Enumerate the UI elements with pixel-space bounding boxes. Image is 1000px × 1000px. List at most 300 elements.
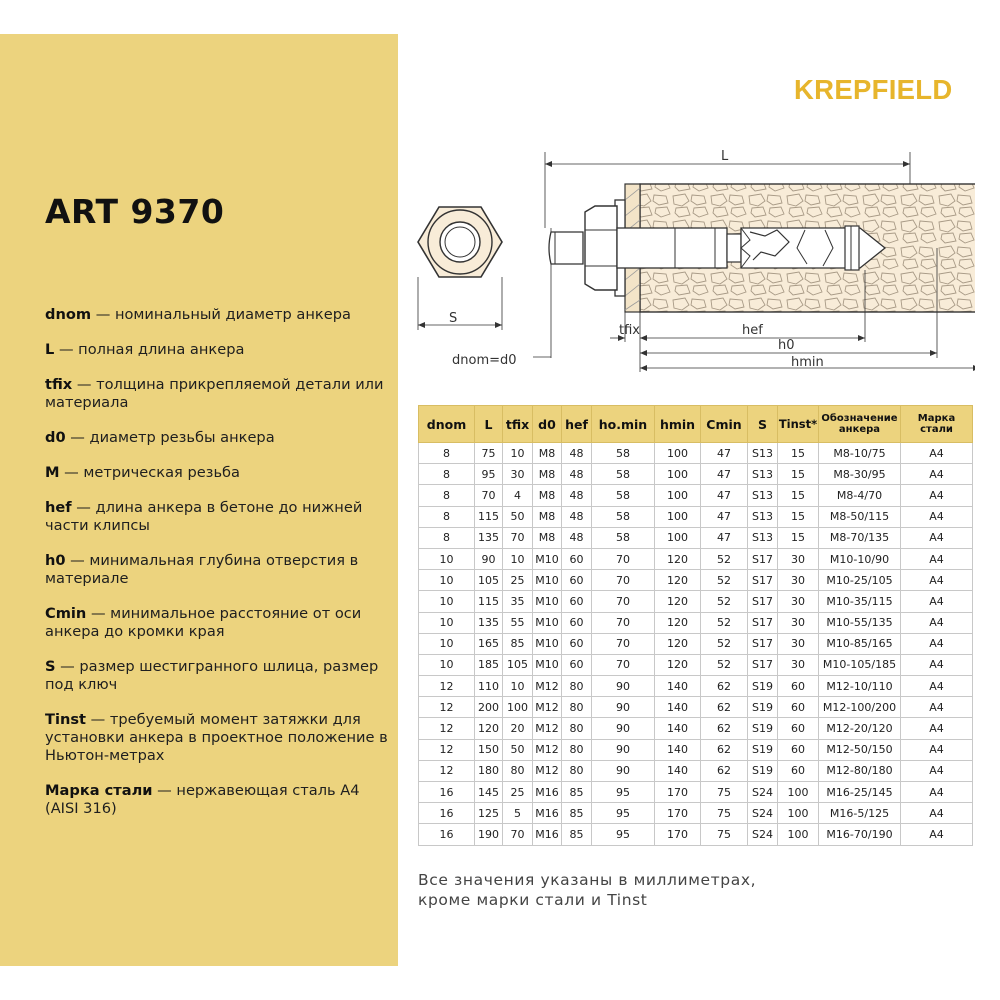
table-cell: 170 [655, 824, 701, 845]
table-cell: S17 [748, 591, 778, 612]
table-cell: 140 [655, 760, 701, 781]
table-cell: A4 [901, 676, 973, 697]
table-row [419, 803, 973, 824]
table-cell: M16 [533, 782, 562, 803]
table-cell: 70 [592, 548, 655, 569]
table-cell: 140 [655, 697, 701, 718]
table-cell: 75 [475, 443, 503, 464]
legend-description: — минимальная глубина отверстия в материале [45, 552, 359, 587]
table-cell: M10 [533, 654, 562, 675]
table-cell: 70 [592, 612, 655, 633]
table-row [419, 824, 973, 845]
table-cell: M10 [533, 591, 562, 612]
table-cell: S13 [748, 443, 778, 464]
table-cell: 10 [419, 633, 475, 654]
legend-description: — номинальный диаметр анкера [91, 306, 351, 323]
table-cell: M12 [533, 676, 562, 697]
table-cell: 165 [475, 633, 503, 654]
table-cell: 48 [562, 485, 592, 506]
table-cell: 30 [503, 464, 533, 485]
table-cell: 185 [475, 654, 503, 675]
table-cell: M10-105/185 [819, 654, 901, 675]
anchor-diagram [405, 140, 975, 380]
table-cell: 48 [562, 443, 592, 464]
table-cell: M8 [533, 464, 562, 485]
parameter-legend [45, 306, 390, 835]
table-cell: M8-70/135 [819, 527, 901, 548]
table-cell: M16-25/145 [819, 782, 901, 803]
table-cell: A4 [901, 739, 973, 760]
table-header-row [419, 406, 973, 443]
legend-term: hef [45, 499, 72, 516]
table-cell: 10 [419, 548, 475, 569]
table-cell: M8-30/95 [819, 464, 901, 485]
table-cell: S19 [748, 697, 778, 718]
table-cell: 70 [592, 654, 655, 675]
table-cell: 30 [778, 612, 819, 633]
table-cell: 8 [419, 506, 475, 527]
legend-description: — метрическая резьба [59, 464, 240, 481]
table-cell: 15 [778, 506, 819, 527]
table-cell: 180 [475, 760, 503, 781]
table-cell: A4 [901, 612, 973, 633]
table-cell: M10-55/135 [819, 612, 901, 633]
table-cell: 100 [655, 443, 701, 464]
table-cell: 100 [778, 824, 819, 845]
table-cell: 15 [778, 527, 819, 548]
table-cell: M8-4/70 [819, 485, 901, 506]
table-row [419, 718, 973, 739]
table-cell: 12 [419, 760, 475, 781]
table-cell: 90 [592, 739, 655, 760]
table-cell: A4 [901, 633, 973, 654]
table-cell: 135 [475, 612, 503, 633]
table-cell: M12 [533, 697, 562, 718]
table-cell: S19 [748, 718, 778, 739]
table-cell: 58 [592, 485, 655, 506]
header-tinst: Tinst* [778, 406, 819, 443]
table-cell: 85 [562, 782, 592, 803]
legend-item [45, 711, 390, 765]
table-cell: 120 [655, 633, 701, 654]
table-cell: 52 [701, 612, 748, 633]
table-cell: A4 [901, 760, 973, 781]
table-cell: 12 [419, 697, 475, 718]
table-cell: M12-10/110 [819, 676, 901, 697]
header-l: L [475, 406, 503, 443]
header-steel-grade: Марка стали [901, 406, 973, 443]
table-cell: 8 [419, 443, 475, 464]
table-cell: 25 [503, 782, 533, 803]
legend-item [45, 658, 390, 694]
table-cell: 10 [419, 591, 475, 612]
table-cell: 70 [503, 527, 533, 548]
table-cell: 100 [655, 485, 701, 506]
header-s: S [748, 406, 778, 443]
table-cell: A4 [901, 570, 973, 591]
table-cell: 15 [778, 464, 819, 485]
table-cell: 115 [475, 506, 503, 527]
table-cell: 50 [503, 739, 533, 760]
table-cell: S24 [748, 824, 778, 845]
nut-side-view [585, 206, 617, 290]
table-cell: 30 [778, 548, 819, 569]
table-cell: 90 [475, 548, 503, 569]
header-hef: hef [562, 406, 592, 443]
table-cell: 100 [655, 464, 701, 485]
header-hmin: hmin [655, 406, 701, 443]
table-cell: 170 [655, 782, 701, 803]
table-cell: S13 [748, 464, 778, 485]
table-cell: 58 [592, 527, 655, 548]
table-row [419, 782, 973, 803]
header-d0: d0 [533, 406, 562, 443]
table-cell: 52 [701, 570, 748, 591]
footnote-line-1: Все значения указаны в миллиметрах, [418, 871, 757, 889]
table-cell: 70 [475, 485, 503, 506]
table-cell: 35 [503, 591, 533, 612]
table-cell: 60 [562, 654, 592, 675]
table-cell: 75 [701, 803, 748, 824]
legend-term: M [45, 464, 60, 481]
legend-term: dnom [45, 306, 92, 323]
table-cell: 120 [655, 654, 701, 675]
legend-term: Cmin [45, 605, 87, 622]
table-cell: S19 [748, 676, 778, 697]
table-row [419, 485, 973, 506]
table-cell: 60 [778, 739, 819, 760]
table-cell: 52 [701, 633, 748, 654]
table-cell: 145 [475, 782, 503, 803]
table-cell: 80 [562, 697, 592, 718]
table-cell: S17 [748, 548, 778, 569]
table-cell: 75 [701, 824, 748, 845]
table-cell: 15 [778, 485, 819, 506]
table-cell: 75 [701, 782, 748, 803]
table-cell: 120 [655, 612, 701, 633]
table-cell: 47 [701, 506, 748, 527]
table-cell: 120 [475, 718, 503, 739]
table-cell: 16 [419, 803, 475, 824]
legend-item [45, 341, 390, 359]
table-cell: 5 [503, 803, 533, 824]
table-cell: 90 [592, 676, 655, 697]
legend-description: — диаметр резьбы анкера [65, 429, 275, 446]
legend-term: tfix [45, 376, 73, 393]
table-cell: S17 [748, 633, 778, 654]
table-cell: 190 [475, 824, 503, 845]
table-cell: M10-85/165 [819, 633, 901, 654]
table-cell: M12 [533, 739, 562, 760]
legend-description: — толщина прикрепляемой детали или материала [45, 376, 384, 411]
table-cell: 105 [475, 570, 503, 591]
table-cell: A4 [901, 548, 973, 569]
table-cell: 20 [503, 718, 533, 739]
article-title: ART 9370 [45, 192, 225, 231]
table-cell: 4 [503, 485, 533, 506]
table-cell: 90 [592, 718, 655, 739]
table-cell: A4 [901, 654, 973, 675]
header-ho-min: ho.min [592, 406, 655, 443]
legend-term: Марка стали [45, 782, 153, 799]
table-cell: A4 [901, 464, 973, 485]
table-body [419, 443, 973, 846]
table-cell: 95 [592, 803, 655, 824]
brand-logo: KREPFIELD [794, 74, 953, 105]
table-cell: M10 [533, 612, 562, 633]
table-cell: 30 [778, 654, 819, 675]
table-cell: 95 [475, 464, 503, 485]
table-cell: A4 [901, 803, 973, 824]
table-row [419, 697, 973, 718]
table-cell: M8 [533, 485, 562, 506]
table-row [419, 654, 973, 675]
table-cell: 80 [562, 739, 592, 760]
table-cell: 60 [778, 760, 819, 781]
table-cell: S24 [748, 803, 778, 824]
table-cell: 15 [778, 443, 819, 464]
header-designation: Обозначение анкера [819, 406, 901, 443]
table-cell: S17 [748, 570, 778, 591]
header-tfix: tfix [503, 406, 533, 443]
table-cell: 70 [503, 824, 533, 845]
table-cell: 48 [562, 506, 592, 527]
table-cell: S24 [748, 782, 778, 803]
table-cell: 100 [778, 782, 819, 803]
table-cell: M10-35/115 [819, 591, 901, 612]
table-cell: 110 [475, 676, 503, 697]
table-cell: 30 [778, 591, 819, 612]
table-cell: 95 [592, 782, 655, 803]
table-cell: 100 [655, 527, 701, 548]
table-cell: 48 [562, 527, 592, 548]
table-cell: 47 [701, 464, 748, 485]
table-cell: M10-10/90 [819, 548, 901, 569]
table-cell: M16 [533, 803, 562, 824]
table-cell: 10 [503, 548, 533, 569]
table-cell: 30 [778, 570, 819, 591]
table-cell: 140 [655, 676, 701, 697]
table-cell: 55 [503, 612, 533, 633]
table-cell: 120 [655, 591, 701, 612]
table-cell: 16 [419, 782, 475, 803]
table-cell: 95 [592, 824, 655, 845]
table-cell: S19 [748, 760, 778, 781]
table-cell: 80 [562, 676, 592, 697]
table-cell: M16-5/125 [819, 803, 901, 824]
table-row [419, 464, 973, 485]
table-row [419, 739, 973, 760]
table-row [419, 591, 973, 612]
table-cell: 140 [655, 718, 701, 739]
table-cell: A4 [901, 718, 973, 739]
table-cell: A4 [901, 527, 973, 548]
table-cell: 100 [503, 697, 533, 718]
table-cell: 85 [562, 803, 592, 824]
legend-description: — длина анкера в бетоне до нижней части клипсы [45, 499, 363, 534]
table-cell: 30 [778, 633, 819, 654]
table-row [419, 506, 973, 527]
table-cell: 100 [778, 803, 819, 824]
table-cell: M12-80/180 [819, 760, 901, 781]
table-cell: 10 [503, 443, 533, 464]
legend-term: S [45, 658, 56, 675]
table-cell: M12-50/150 [819, 739, 901, 760]
legend-term: L [45, 341, 55, 358]
legend-description: — нержавеющая сталь А4 (AISI 316) [45, 782, 360, 817]
table-cell: M12-20/120 [819, 718, 901, 739]
legend-description: — размер шестигранного шлица, размер под ключ [45, 658, 379, 693]
table-cell: M10 [533, 570, 562, 591]
table-cell: 100 [655, 506, 701, 527]
specification-table [418, 405, 973, 846]
table-cell: 52 [701, 591, 748, 612]
table-cell: S13 [748, 485, 778, 506]
table-cell: A4 [901, 697, 973, 718]
table-cell: S19 [748, 739, 778, 760]
footnote-line-2: кроме марки стали и Tinst [418, 891, 648, 909]
dim-label-dnom-d0: dnom=d0 [452, 353, 517, 368]
table-cell: 135 [475, 527, 503, 548]
table-cell: 10 [419, 654, 475, 675]
table-row [419, 527, 973, 548]
legend-item [45, 429, 390, 447]
table-cell: 60 [778, 676, 819, 697]
table-cell: 60 [562, 633, 592, 654]
table-cell: 48 [562, 464, 592, 485]
table-cell: 120 [655, 548, 701, 569]
table-cell: M8-10/75 [819, 443, 901, 464]
table-cell: 12 [419, 676, 475, 697]
table-cell: M8-50/115 [819, 506, 901, 527]
table-cell: 58 [592, 443, 655, 464]
table-row [419, 612, 973, 633]
table-cell: 105 [503, 654, 533, 675]
legend-item [45, 605, 390, 641]
legend-term: h0 [45, 552, 66, 569]
table-cell: A4 [901, 485, 973, 506]
table-row [419, 570, 973, 591]
table-cell: 10 [419, 612, 475, 633]
table-cell: 62 [701, 718, 748, 739]
table-cell: 47 [701, 485, 748, 506]
table-cell: 58 [592, 506, 655, 527]
dim-label-s: S [449, 311, 458, 326]
table-cell: 200 [475, 697, 503, 718]
legend-item [45, 464, 390, 482]
table-cell: 85 [503, 633, 533, 654]
table-cell: M8 [533, 443, 562, 464]
table-row [419, 633, 973, 654]
table-cell: S17 [748, 612, 778, 633]
table-cell: 140 [655, 739, 701, 760]
table-cell: 170 [655, 803, 701, 824]
table-cell: M16 [533, 824, 562, 845]
table-cell: 12 [419, 718, 475, 739]
table-cell: M12 [533, 760, 562, 781]
legend-item [45, 306, 390, 324]
table-row [419, 676, 973, 697]
table-cell: A4 [901, 824, 973, 845]
dim-label-h0: h0 [778, 338, 795, 353]
table-cell: 60 [562, 612, 592, 633]
legend-term: Tinst [45, 711, 87, 728]
table-cell: 60 [562, 570, 592, 591]
table-cell: 62 [701, 676, 748, 697]
table-cell: 60 [778, 697, 819, 718]
table-cell: M12-100/200 [819, 697, 901, 718]
table-cell: 60 [562, 548, 592, 569]
table-cell: 70 [592, 570, 655, 591]
table-cell: 8 [419, 527, 475, 548]
nut-front-view [418, 207, 502, 330]
dim-label-l: L [721, 149, 729, 164]
table-cell: 12 [419, 739, 475, 760]
table-cell: 150 [475, 739, 503, 760]
table-cell: A4 [901, 591, 973, 612]
dim-label-hef: hef [742, 323, 763, 338]
table-cell: 62 [701, 697, 748, 718]
table-cell: 80 [503, 760, 533, 781]
legend-description: — минимальное расстояние от оси анкера до кромки края [45, 605, 362, 640]
legend-description: — требуемый момент затяжки для установки анкера в проектное положение в Ньютон-метрах [45, 711, 388, 764]
legend-item [45, 499, 390, 535]
table-cell: 16 [419, 824, 475, 845]
table-cell: 52 [701, 548, 748, 569]
table-cell: 8 [419, 464, 475, 485]
table-cell: M12 [533, 718, 562, 739]
legend-term: d0 [45, 429, 66, 446]
table-cell: A4 [901, 443, 973, 464]
table-cell: 47 [701, 443, 748, 464]
table-cell: 80 [562, 718, 592, 739]
table-cell: 50 [503, 506, 533, 527]
table-cell: M10 [533, 633, 562, 654]
table-cell: S17 [748, 654, 778, 675]
table-cell: 90 [592, 697, 655, 718]
table-cell: M16-70/190 [819, 824, 901, 845]
dim-label-hmin: hmin [791, 355, 824, 370]
header-dnom: dnom [419, 406, 475, 443]
table-cell: S13 [748, 527, 778, 548]
table-cell: 120 [655, 570, 701, 591]
table-cell: S13 [748, 506, 778, 527]
table-cell: 115 [475, 591, 503, 612]
table-cell: 47 [701, 527, 748, 548]
table-cell: A4 [901, 506, 973, 527]
table-cell: A4 [901, 782, 973, 803]
table-cell: 10 [419, 570, 475, 591]
units-footnote [418, 870, 756, 910]
table-cell: M8 [533, 527, 562, 548]
table-cell: 60 [562, 591, 592, 612]
table-cell: M8 [533, 506, 562, 527]
table-cell: 70 [592, 633, 655, 654]
table-cell: 60 [778, 718, 819, 739]
table-row [419, 760, 973, 781]
legend-description: — полная длина анкера [54, 341, 245, 358]
table-cell: 52 [701, 654, 748, 675]
legend-item [45, 552, 390, 588]
table-cell: 62 [701, 760, 748, 781]
table-row [419, 443, 973, 464]
table-cell: 90 [592, 760, 655, 781]
table-cell: 58 [592, 464, 655, 485]
table-cell: 8 [419, 485, 475, 506]
table-cell: 62 [701, 739, 748, 760]
header-cmin: Cmin [701, 406, 748, 443]
legend-item [45, 782, 390, 818]
